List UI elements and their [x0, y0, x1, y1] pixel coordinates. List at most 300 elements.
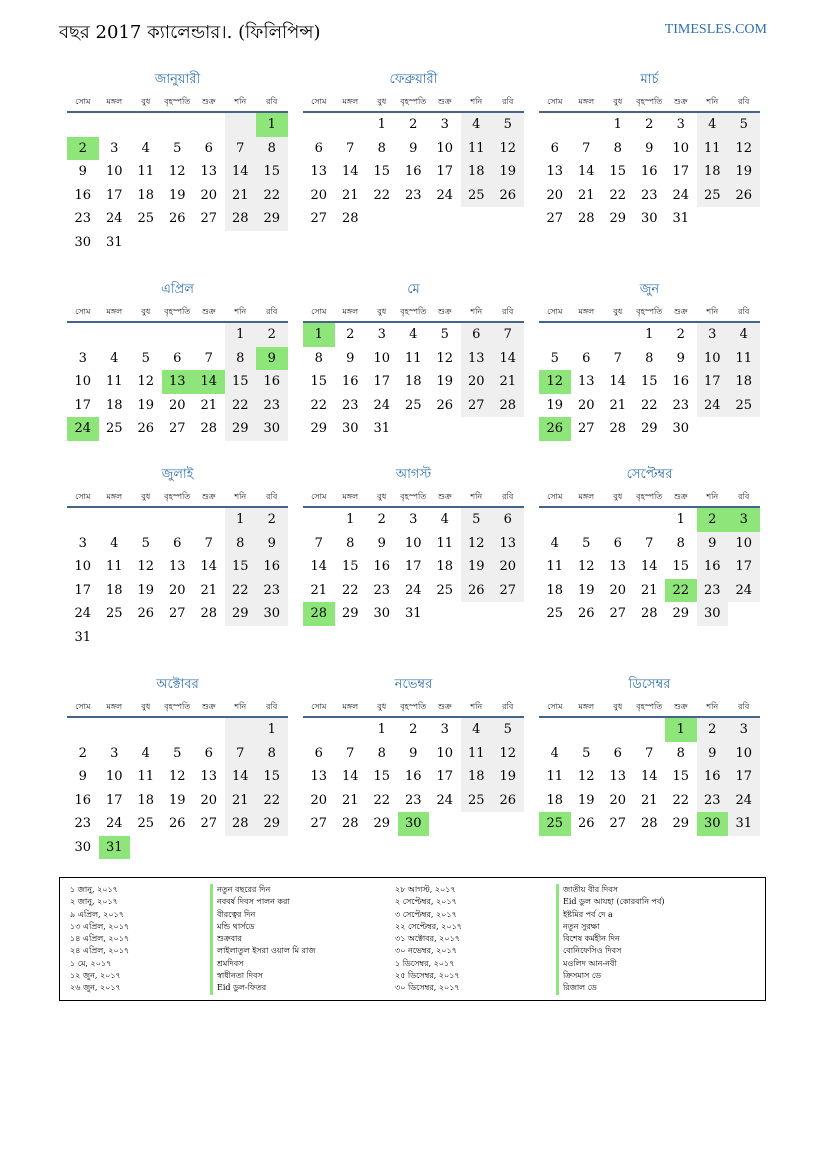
- day-cell: 12: [436, 350, 454, 366]
- weekday-label: শুক্র: [201, 307, 216, 316]
- day-cell: 24: [105, 211, 123, 226]
- holiday-date: ৩০ নভেম্বর, ২০১৭: [395, 946, 457, 956]
- day-cell: 7: [645, 745, 654, 761]
- day-cell: 23: [404, 792, 422, 808]
- day-cell: 26: [577, 606, 595, 621]
- day-cell: 16: [74, 187, 92, 203]
- weekday-label: বৃহস্পতি: [636, 702, 663, 711]
- site-name-link[interactable]: TIMESLES.COM: [664, 22, 767, 37]
- month-name: আগস্ট: [395, 467, 432, 482]
- empty-cell: [162, 718, 194, 742]
- day-cell: 8: [645, 350, 654, 366]
- day-cell: 20: [200, 187, 218, 203]
- day-cell: 22: [640, 397, 658, 413]
- month-block: [539, 71, 760, 231]
- day-cell: 10: [697, 347, 729, 371]
- empty-cell: [335, 113, 367, 137]
- holiday-date: ১২ জুন, ২০১৭: [70, 971, 121, 981]
- day-cell: 8: [225, 347, 257, 371]
- day-cell: 13: [546, 164, 564, 179]
- day-cell: 22: [310, 397, 328, 413]
- empty-cell: [728, 417, 760, 441]
- month-name: জুলাই: [161, 467, 194, 482]
- day-cell: 26: [492, 789, 524, 813]
- day-grid: [539, 718, 760, 836]
- day-cell: 28: [492, 394, 524, 418]
- day-cell: 15: [225, 555, 257, 579]
- day-cell: 15: [256, 160, 288, 184]
- empty-cell: [225, 113, 257, 137]
- day-cell: 7: [492, 323, 524, 347]
- weekday-label: শুক্র: [673, 307, 688, 316]
- day-cell: 7: [225, 742, 257, 766]
- day-cell: 1: [256, 718, 288, 742]
- day-cell: 7: [204, 535, 213, 551]
- day-cell: 5: [141, 535, 150, 551]
- day-cell: 13: [200, 164, 218, 179]
- day-cell: 26: [137, 606, 155, 621]
- weekday-label: সোম: [547, 97, 563, 106]
- weekday-label: শনি: [470, 492, 483, 501]
- day-cell: 6: [613, 745, 622, 761]
- holiday-list-box: [59, 877, 766, 1001]
- day-cell: 21: [310, 582, 328, 598]
- day-cell: 27: [609, 606, 627, 621]
- day-cell: 1: [645, 327, 654, 342]
- day-cell: 14: [200, 559, 218, 574]
- empty-cell: [225, 626, 257, 650]
- day-cell: 14: [609, 374, 627, 389]
- weekday-label: সোম: [75, 97, 91, 106]
- day-cell: 1: [225, 508, 257, 532]
- day-cell: 21: [341, 792, 359, 808]
- weekday-label: বুধ: [377, 702, 387, 711]
- weekday-label: শুক্র: [437, 97, 452, 106]
- day-cell: 13: [200, 769, 218, 784]
- holiday-day-cell: 9: [256, 347, 288, 371]
- day-cell: 12: [168, 164, 186, 179]
- day-cell: 30: [697, 602, 729, 626]
- empty-cell: [130, 231, 162, 255]
- day-cell: 19: [728, 160, 760, 184]
- weekday-label: মঙ্গল: [578, 702, 595, 711]
- day-cell: 18: [461, 160, 493, 184]
- weekday-label: মঙ্গল: [342, 307, 359, 316]
- day-cell: 21: [577, 187, 595, 203]
- weekday-label: রবি: [738, 307, 750, 316]
- empty-cell: [130, 836, 162, 860]
- weekday-label: শনি: [470, 702, 483, 711]
- day-cell: 28: [640, 816, 658, 831]
- day-cell: 28: [640, 606, 658, 621]
- day-cell: 6: [173, 535, 182, 551]
- day-cell: 8: [676, 535, 685, 551]
- empty-cell: [492, 602, 524, 626]
- day-cell: 17: [74, 397, 92, 413]
- day-cell: 14: [341, 769, 359, 784]
- weekday-label: বৃহস্পতি: [636, 97, 663, 106]
- day-cell: 8: [377, 745, 386, 761]
- day-cell: 22: [373, 187, 391, 203]
- day-cell: 6: [492, 508, 524, 532]
- day-cell: 13: [577, 374, 595, 389]
- weekday-label: সোম: [75, 492, 91, 501]
- day-cell: 28: [200, 606, 218, 621]
- day-cell: 9: [409, 140, 418, 156]
- holiday-date: ২২ সেপ্টেম্বর, ২০১৭: [395, 921, 462, 931]
- holiday-date: ১৩ এপ্রিল, ২০১৭: [70, 921, 130, 931]
- day-cell: 24: [74, 606, 92, 621]
- day-cell: 15: [373, 769, 391, 784]
- day-cell: 18: [404, 374, 422, 389]
- day-cell: 13: [461, 347, 493, 371]
- empty-cell: [193, 836, 225, 860]
- weekday-label: সোম: [311, 307, 327, 316]
- day-cell: 24: [404, 582, 422, 598]
- day-cell: 22: [225, 579, 257, 603]
- weekday-label: রবি: [502, 97, 514, 106]
- empty-cell: [697, 417, 729, 441]
- day-cell: 12: [492, 137, 524, 161]
- day-cell: 27: [200, 211, 218, 226]
- empty-cell: [130, 508, 162, 532]
- weekday-header: [67, 93, 288, 113]
- day-cell: 7: [314, 535, 323, 551]
- day-cell: 9: [409, 745, 418, 761]
- day-cell: 12: [461, 532, 493, 556]
- weekday-label: মঙ্গল: [578, 492, 595, 501]
- day-cell: 15: [640, 374, 658, 389]
- weekday-label: শনি: [234, 97, 247, 106]
- weekday-label: মঙ্গল: [106, 702, 123, 711]
- day-cell: 9: [697, 742, 729, 766]
- weekday-header: [67, 698, 288, 718]
- holiday-day-cell: 22: [665, 579, 697, 603]
- empty-cell: [539, 508, 571, 532]
- day-cell: 26: [137, 421, 155, 436]
- day-cell: 10: [74, 374, 92, 389]
- empty-cell: [492, 812, 524, 836]
- weekday-label: বৃহস্পতি: [400, 307, 427, 316]
- day-cell: 27: [310, 211, 328, 226]
- month-name: মার্চ: [640, 72, 659, 87]
- day-cell: 9: [346, 350, 355, 366]
- holiday-name: Eid ডুল-ফিতর: [210, 982, 316, 994]
- weekday-label: রবি: [502, 702, 514, 711]
- weekday-label: মঙ্গল: [106, 97, 123, 106]
- month-block: [303, 466, 524, 626]
- holiday-dates-left: [70, 884, 129, 995]
- weekday-label: শনি: [706, 307, 719, 316]
- day-cell: 22: [373, 792, 391, 808]
- weekday-label: রবি: [738, 702, 750, 711]
- empty-cell: [492, 207, 524, 231]
- day-cell: 13: [168, 559, 186, 574]
- day-grid: [67, 718, 288, 859]
- day-cell: 28: [225, 812, 257, 836]
- day-cell: 28: [225, 207, 257, 231]
- day-cell: 11: [105, 559, 123, 574]
- day-grid: [67, 323, 288, 441]
- empty-cell: [99, 323, 131, 347]
- empty-cell: [303, 113, 335, 137]
- empty-cell: [99, 626, 131, 650]
- day-cell: 29: [225, 602, 257, 626]
- holiday-day-cell: 30: [697, 812, 729, 836]
- day-cell: 11: [404, 350, 422, 366]
- empty-cell: [193, 626, 225, 650]
- weekday-label: বৃহস্পতি: [400, 492, 427, 501]
- empty-cell: [634, 508, 666, 532]
- day-cell: 23: [697, 579, 729, 603]
- month-name: জানুয়ারী: [154, 72, 201, 87]
- empty-cell: [67, 718, 99, 742]
- day-grid: [303, 508, 524, 626]
- holiday-date: ২ সেপ্টেম্বর, ২০১৭: [395, 897, 457, 907]
- weekday-label: শুক্র: [673, 492, 688, 501]
- day-cell: 9: [78, 164, 87, 179]
- day-cell: 25: [546, 606, 564, 621]
- holiday-name: নতুন সুরক্ষা: [556, 921, 665, 933]
- empty-cell: [225, 231, 257, 255]
- day-cell: 12: [137, 559, 155, 574]
- weekday-label: বুধ: [377, 97, 387, 106]
- day-cell: 12: [492, 742, 524, 766]
- day-cell: 24: [373, 397, 391, 413]
- day-cell: 29: [672, 816, 690, 831]
- day-cell: 19: [577, 792, 595, 808]
- weekday-label: মঙ্গল: [578, 307, 595, 316]
- day-cell: 7: [613, 350, 622, 366]
- weekday-label: শুক্র: [437, 307, 452, 316]
- day-cell: 10: [105, 164, 123, 179]
- weekday-header: [67, 303, 288, 323]
- holiday-date: ১ জানু, ২০১৭: [70, 885, 118, 894]
- holiday-name: শুক্রবার: [210, 933, 316, 945]
- day-cell: 29: [609, 211, 627, 226]
- day-cell: 14: [640, 769, 658, 784]
- holiday-date: ২৬ জুন, ২০১৭: [70, 983, 121, 993]
- empty-cell: [571, 323, 603, 347]
- empty-cell: [256, 231, 288, 255]
- day-cell: 16: [256, 555, 288, 579]
- empty-cell: [193, 718, 225, 742]
- day-cell: 15: [341, 559, 359, 574]
- empty-cell: [162, 231, 194, 255]
- day-cell: 6: [613, 535, 622, 551]
- day-cell: 17: [436, 769, 454, 784]
- day-cell: 30: [74, 839, 92, 855]
- weekday-label: সোম: [75, 307, 91, 316]
- day-cell: 29: [310, 421, 328, 436]
- day-cell: 25: [461, 789, 493, 813]
- weekday-label: শনি: [234, 702, 247, 711]
- holiday-day-cell: 2: [67, 137, 99, 161]
- day-cell: 24: [436, 792, 454, 808]
- weekday-label: বুধ: [377, 307, 387, 316]
- empty-cell: [303, 718, 335, 742]
- weekday-label: সোম: [547, 702, 563, 711]
- weekday-label: মঙ্গল: [342, 702, 359, 711]
- day-cell: 31: [74, 629, 92, 645]
- day-cell: 15: [373, 164, 391, 179]
- day-cell: 30: [672, 421, 690, 436]
- day-cell: 11: [461, 137, 493, 161]
- day-cell: 23: [256, 579, 288, 603]
- day-cell: 5: [492, 113, 524, 137]
- day-cell: 9: [676, 350, 685, 366]
- holiday-names-left: [210, 884, 316, 995]
- day-cell: 31: [404, 606, 422, 621]
- day-cell: 17: [105, 187, 123, 203]
- day-cell: 8: [676, 745, 685, 761]
- empty-cell: [461, 207, 493, 231]
- empty-cell: [162, 113, 194, 137]
- day-cell: 18: [546, 582, 564, 598]
- month-name: এপ্রিল: [161, 282, 194, 297]
- day-cell: 24: [436, 187, 454, 203]
- empty-cell: [99, 508, 131, 532]
- holiday-day-cell: 3: [728, 508, 760, 532]
- day-cell: 26: [168, 816, 186, 831]
- day-cell: 30: [373, 606, 391, 621]
- day-cell: 26: [436, 397, 454, 413]
- day-cell: 8: [346, 535, 355, 551]
- day-cell: 2: [78, 745, 87, 761]
- day-cell: 15: [672, 769, 690, 784]
- day-cell: 5: [461, 508, 493, 532]
- weekday-label: সোম: [311, 492, 327, 501]
- holiday-day-cell: 28: [303, 602, 335, 626]
- day-cell: 19: [461, 555, 493, 579]
- day-cell: 31: [105, 234, 123, 250]
- day-cell: 15: [609, 164, 627, 179]
- day-grid: [303, 718, 524, 836]
- day-cell: 11: [546, 559, 564, 574]
- day-cell: 28: [200, 421, 218, 436]
- day-cell: 27: [200, 816, 218, 831]
- day-cell: 19: [546, 397, 564, 413]
- holiday-day-cell: 12: [539, 370, 571, 394]
- day-cell: 15: [672, 559, 690, 574]
- day-cell: 13: [310, 769, 328, 784]
- weekday-label: বুধ: [613, 97, 623, 106]
- day-cell: 9: [78, 769, 87, 784]
- day-cell: 23: [404, 187, 422, 203]
- day-cell: 25: [137, 211, 155, 226]
- holiday-date: ৩০ ডিসেম্বর, ২০১৭: [395, 983, 460, 993]
- holiday-day-cell: 24: [67, 417, 99, 441]
- holiday-date: ৩১ অক্টোবর, ২০১৭: [395, 934, 460, 944]
- day-grid: [539, 113, 760, 231]
- day-cell: 29: [225, 417, 257, 441]
- weekday-label: রবি: [266, 97, 278, 106]
- day-cell: 4: [550, 535, 559, 551]
- day-cell: 2: [645, 117, 654, 132]
- day-cell: 22: [256, 184, 288, 208]
- empty-cell: [130, 718, 162, 742]
- empty-cell: [398, 207, 430, 231]
- day-cell: 3: [440, 117, 449, 132]
- day-cell: 28: [577, 211, 595, 226]
- day-cell: 21: [200, 582, 218, 598]
- weekday-label: শুক্র: [673, 702, 688, 711]
- day-cell: 21: [225, 789, 257, 813]
- day-cell: 13: [609, 769, 627, 784]
- holiday-date: ২ জানু, ২০১৭: [70, 897, 118, 907]
- weekday-label: শুক্র: [201, 492, 216, 501]
- day-cell: 5: [550, 350, 559, 366]
- day-cell: 19: [436, 374, 454, 389]
- weekday-label: শুক্র: [437, 702, 452, 711]
- day-cell: 18: [105, 397, 123, 413]
- day-cell: 11: [137, 164, 155, 179]
- holiday-date: ১ ডিসেম্বর, ২০১৭: [395, 958, 455, 968]
- day-cell: 3: [110, 140, 119, 156]
- day-cell: 12: [168, 769, 186, 784]
- holiday-date: ২৫ ডিসেম্বর, ২০১৭: [395, 971, 460, 981]
- day-cell: 1: [676, 512, 685, 527]
- day-cell: 25: [105, 606, 123, 621]
- day-cell: 8: [314, 350, 323, 366]
- weekday-label: বুধ: [141, 702, 151, 711]
- empty-cell: [697, 207, 729, 231]
- day-cell: 25: [461, 184, 493, 208]
- day-cell: 29: [373, 816, 391, 831]
- month-name: জুন: [639, 282, 660, 297]
- day-cell: 29: [672, 606, 690, 621]
- weekday-label: শুক্র: [201, 97, 216, 106]
- weekday-label: বুধ: [141, 307, 151, 316]
- holiday-date: ১৪ এপ্রিল, ২০১৭: [70, 934, 130, 944]
- day-cell: 31: [728, 812, 760, 836]
- weekday-label: বৃহস্পতি: [400, 97, 427, 106]
- day-cell: 25: [436, 582, 454, 598]
- day-cell: 29: [256, 812, 288, 836]
- day-cell: 8: [377, 140, 386, 156]
- day-cell: 20: [461, 370, 493, 394]
- day-cell: 27: [310, 816, 328, 831]
- empty-cell: [539, 718, 571, 742]
- day-cell: 4: [461, 718, 493, 742]
- day-cell: 28: [341, 816, 359, 831]
- weekday-label: শনি: [234, 307, 247, 316]
- day-grid: [303, 323, 524, 441]
- day-cell: 30: [74, 234, 92, 250]
- day-cell: 26: [461, 579, 493, 603]
- day-cell: 5: [582, 745, 591, 761]
- day-cell: 19: [492, 160, 524, 184]
- day-cell: 11: [728, 347, 760, 371]
- day-cell: 18: [137, 187, 155, 203]
- day-cell: 14: [577, 164, 595, 179]
- day-cell: 23: [341, 397, 359, 413]
- day-cell: 13: [310, 164, 328, 179]
- empty-cell: [67, 323, 99, 347]
- day-cell: 4: [728, 323, 760, 347]
- day-cell: 10: [436, 745, 454, 761]
- month-name: ফেব্রুয়ারী: [389, 72, 438, 87]
- day-cell: 24: [728, 789, 760, 813]
- day-cell: 4: [440, 512, 449, 527]
- day-cell: 14: [640, 559, 658, 574]
- day-cell: 2: [676, 327, 685, 342]
- empty-cell: [571, 113, 603, 137]
- empty-cell: [571, 508, 603, 532]
- month-block: [539, 281, 760, 441]
- weekday-label: রবি: [266, 492, 278, 501]
- day-cell: 4: [110, 535, 119, 551]
